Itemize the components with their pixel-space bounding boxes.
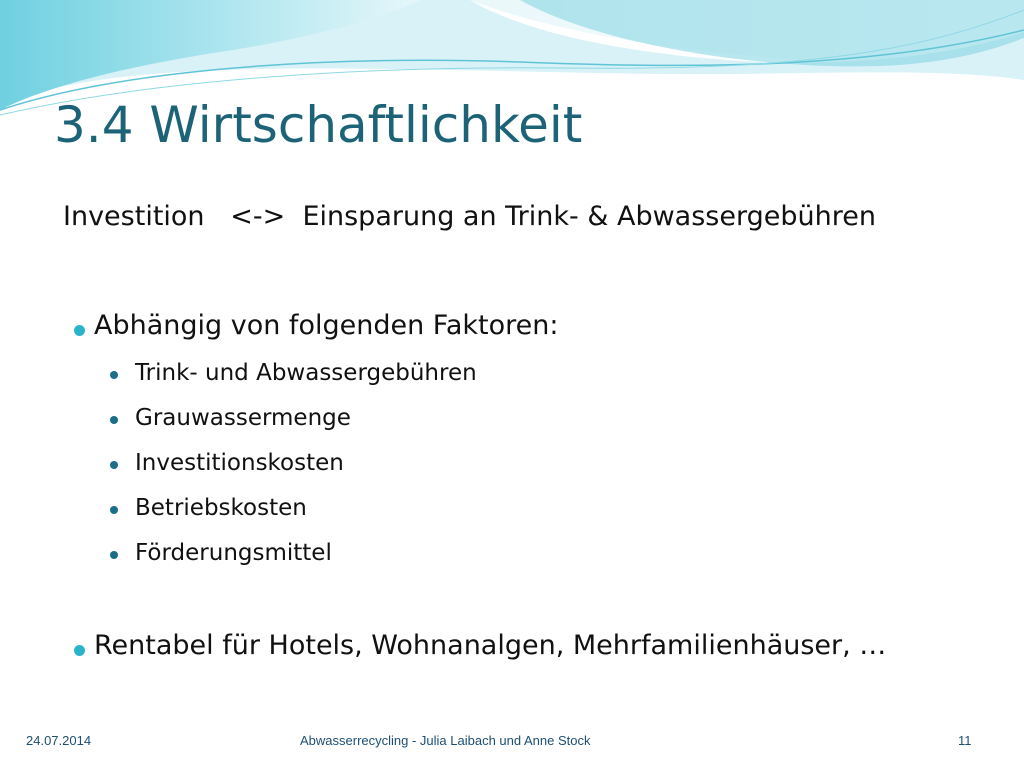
bullet-text: Rentabel für Hotels, Wohnanalgen, Mehrfamilienhäuser, … — [94, 630, 887, 661]
sub-bullet-text: Investitionskosten — [135, 450, 344, 476]
sub-bullet-text: Betriebskosten — [135, 495, 307, 521]
footer-date: 24.07.2014 — [26, 733, 92, 748]
sub-bullet-dot-icon — [110, 461, 118, 469]
sub-bullet-text: Förderungsmittel — [135, 540, 332, 566]
sub-bullet-dot-icon — [110, 551, 118, 559]
bullet-dot-icon — [74, 325, 85, 336]
slide-subtitle: Investition <-> Einsparung an Trink- & Abwassergebühren — [63, 201, 876, 232]
footer-page-number: 11 — [958, 733, 972, 748]
sub-bullet-dot-icon — [110, 416, 118, 424]
footer-author: Abwasserrecycling - Julia Laibach und Anne Stock — [300, 733, 591, 748]
sub-bullet-text: Grauwassermenge — [135, 405, 351, 431]
slide-title: 3.4 Wirtschaftlichkeit — [54, 96, 583, 154]
sub-bullet-dot-icon — [110, 506, 118, 514]
bullet-text: Abhängig von folgenden Faktoren: — [94, 310, 559, 341]
sub-bullet-dot-icon — [110, 371, 118, 379]
bullet-dot-icon — [74, 645, 85, 656]
sub-bullet-text: Trink- und Abwassergebühren — [135, 360, 477, 386]
